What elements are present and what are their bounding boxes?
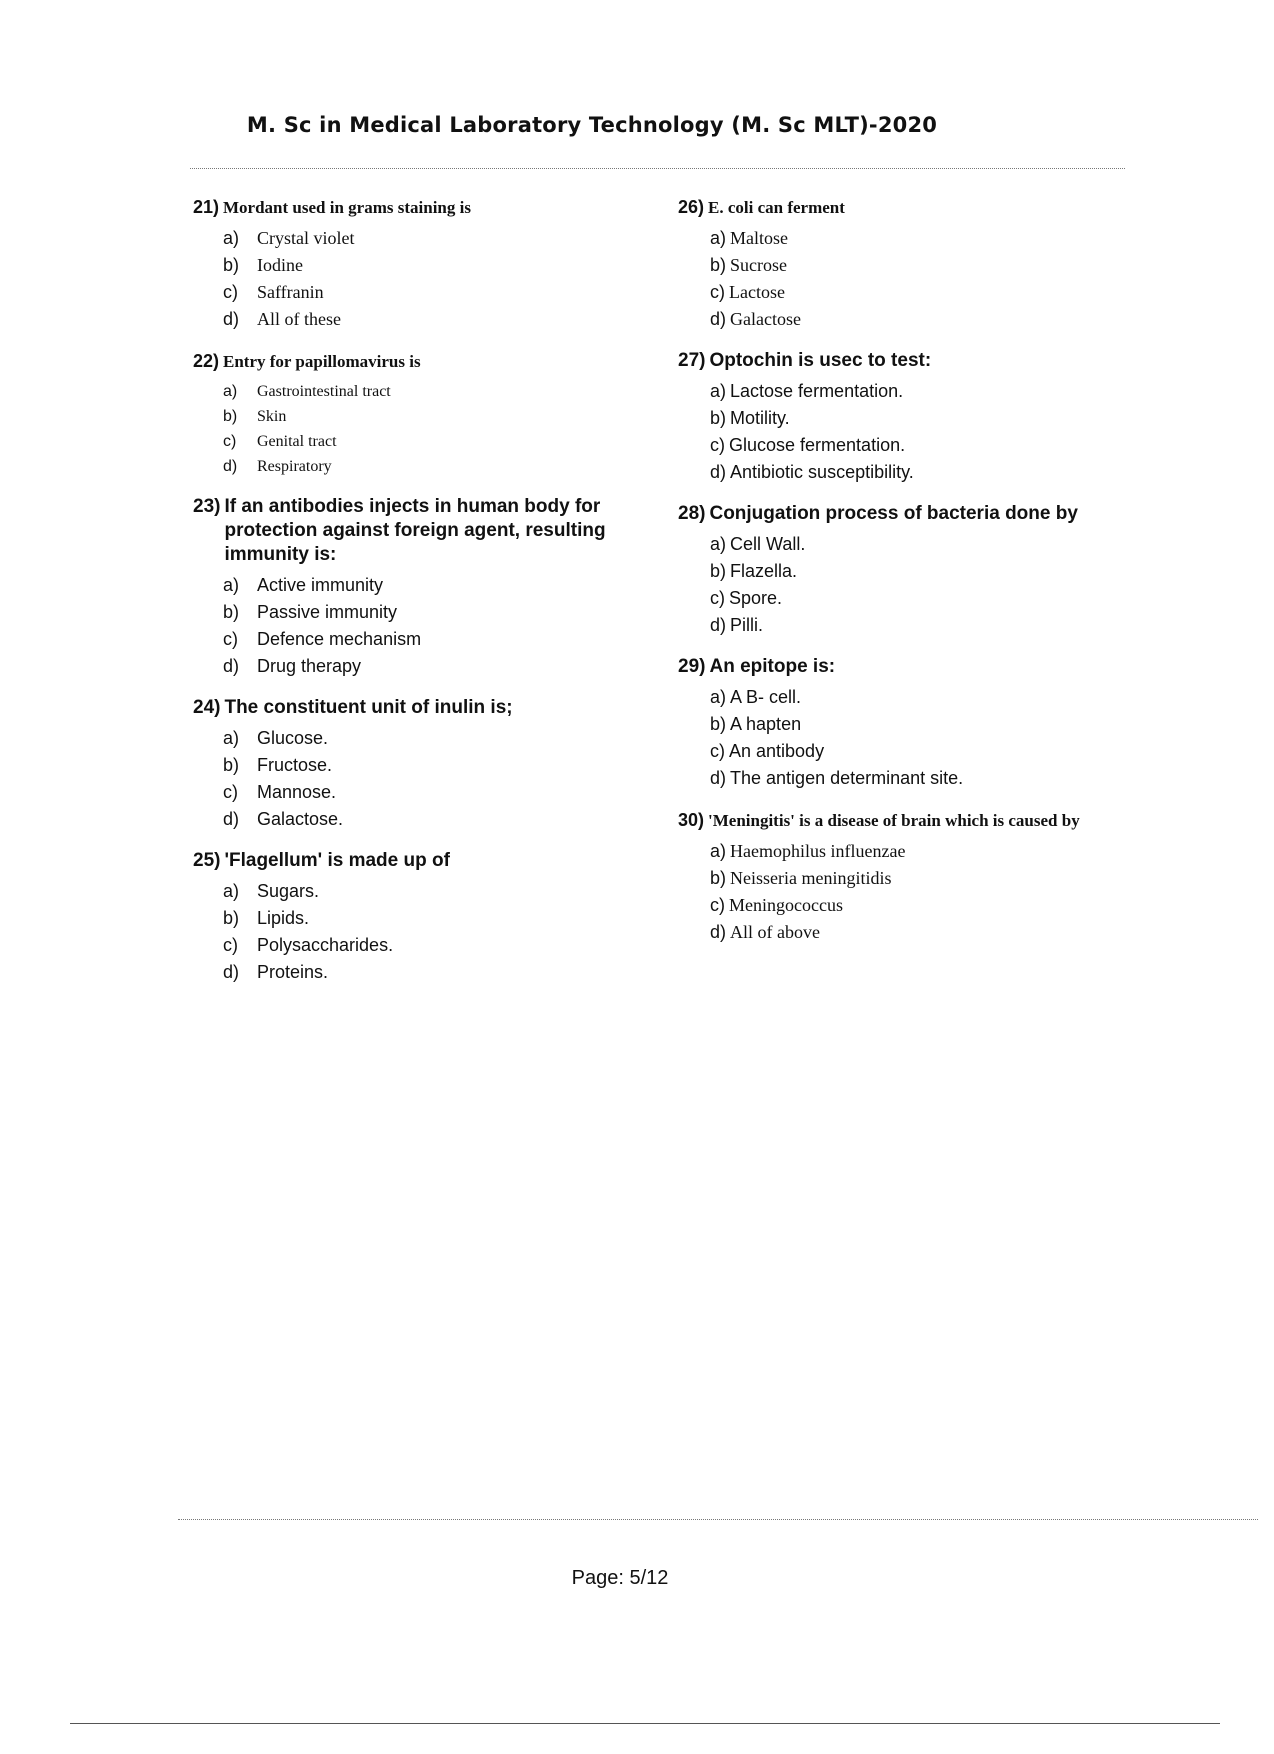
option-letter: b) [223, 908, 240, 928]
question-27 [678, 349, 1128, 486]
option-letter: c) [223, 433, 237, 450]
option-c [678, 279, 1128, 306]
option-d [193, 306, 633, 333]
option-text: Galactose [730, 309, 801, 329]
option-letter: d) [223, 309, 240, 329]
option-text: Galactose. [257, 809, 344, 829]
option-a [193, 725, 633, 752]
option-text: Glucose. [257, 728, 329, 748]
option-text: Proteins. [257, 962, 329, 982]
question-23 [193, 495, 633, 680]
option-letter: b) [223, 755, 240, 775]
option-text: An antibody [729, 741, 825, 761]
option-letter: a) [223, 383, 238, 400]
option-letter: c) [710, 588, 725, 608]
option-b [678, 558, 1128, 585]
option-list [193, 379, 633, 479]
option-list [678, 684, 1128, 792]
option-text: Maltose [730, 228, 789, 248]
option-text: Crystal violet [257, 228, 355, 248]
option-text: Passive immunity [257, 602, 398, 622]
option-text: A hapten [730, 714, 802, 734]
option-list [678, 378, 1128, 486]
option-d [678, 919, 1128, 946]
option-text: Mannose. [257, 782, 337, 802]
option-list [678, 531, 1128, 639]
option-letter: b) [223, 408, 238, 425]
option-letter: c) [710, 435, 725, 455]
option-letter: b) [710, 561, 727, 581]
page-number: Page: 5/12 [571, 1567, 669, 1589]
option-c [193, 626, 633, 653]
question-text: Mordant used in grams staining is [223, 198, 471, 217]
option-b [193, 905, 633, 932]
option-a [193, 572, 633, 599]
option-list [678, 225, 1128, 333]
option-text: Respiratory [257, 458, 332, 475]
option-text: Lactose fermentation. [730, 381, 904, 401]
option-text: The antigen determinant site. [730, 768, 964, 788]
option-a [678, 684, 1128, 711]
option-b [678, 405, 1128, 432]
option-a [678, 378, 1128, 405]
option-text: Lactose [729, 282, 785, 302]
option-b [678, 711, 1128, 738]
option-letter: d) [710, 462, 727, 482]
option-letter: d) [223, 809, 240, 829]
option-b [193, 752, 633, 779]
question-number: 27) [678, 350, 706, 371]
option-b [193, 404, 633, 429]
option-text: Cell Wall. [730, 534, 806, 554]
option-letter: d) [710, 922, 727, 942]
option-letter: a) [223, 728, 240, 748]
header-divider [190, 168, 1125, 169]
option-c [678, 432, 1128, 459]
page-bottom-line [70, 1723, 1220, 1724]
question-22 [193, 349, 633, 479]
option-c [678, 892, 1128, 919]
option-text: Neisseria meningitidis [730, 868, 892, 888]
option-letter: c) [710, 282, 725, 302]
option-text: Antibiotic susceptibility. [730, 462, 914, 482]
option-letter: b) [223, 255, 240, 275]
question-text: Optochin is usec to test: [709, 350, 932, 371]
option-letter: d) [710, 615, 727, 635]
option-d [678, 765, 1128, 792]
question-number: 22) [193, 351, 220, 371]
option-letter: d) [710, 768, 727, 788]
option-text: Meningococcus [729, 895, 843, 915]
option-c [193, 779, 633, 806]
question-26 [678, 195, 1128, 333]
option-a [193, 379, 633, 404]
question-text: The constituent unit of inulin is; [224, 697, 513, 718]
option-text: Flazella. [730, 561, 798, 581]
option-list [193, 572, 633, 680]
option-letter: c) [223, 282, 238, 302]
option-text: Motility. [730, 408, 790, 428]
option-text: Lipids. [257, 908, 310, 928]
question-text: Entry for papillomavirus is [223, 352, 421, 371]
option-letter: a) [223, 575, 240, 595]
option-c [193, 279, 633, 306]
option-letter: c) [223, 782, 238, 802]
option-text: All of these [257, 309, 341, 329]
option-letter: b) [223, 602, 240, 622]
option-letter: a) [710, 534, 727, 554]
question-number: 26) [678, 197, 705, 217]
option-text: Pilli. [730, 615, 764, 635]
question-25 [193, 849, 633, 986]
option-text: Genital tract [257, 433, 337, 450]
option-text: Haemophilus influenzae [730, 841, 906, 861]
question-text: 'Flagellum' is made up of [224, 850, 450, 871]
option-text: Skin [257, 408, 287, 425]
option-letter: a) [223, 228, 240, 248]
question-text: If an antibodies injects in human body for protection against foreign agent, resulting immunity is: [224, 496, 606, 565]
option-b [678, 865, 1128, 892]
question-number: 23) [193, 496, 221, 517]
option-b [193, 252, 633, 279]
option-c [193, 429, 633, 454]
question-column-left [193, 195, 633, 1002]
option-letter: b) [710, 868, 727, 888]
question-29 [678, 655, 1128, 792]
option-letter: b) [710, 714, 727, 734]
option-a [678, 838, 1128, 865]
page-title: M. Sc in Medical Laboratory Technology (M. Sc MLT)-2020 [246, 113, 938, 137]
option-letter: c) [223, 935, 238, 955]
option-text: Fructose. [257, 755, 333, 775]
question-28 [678, 502, 1128, 639]
footer-divider [178, 1519, 1258, 1520]
option-text: Saffranin [257, 282, 324, 302]
question-number: 30) [678, 810, 705, 830]
option-letter: d) [223, 962, 240, 982]
question-21 [193, 195, 633, 333]
question-number: 29) [678, 656, 706, 677]
question-24 [193, 696, 633, 833]
option-letter: a) [710, 381, 727, 401]
option-list [193, 225, 633, 333]
option-d [193, 653, 633, 680]
question-text: 'Meningitis' is a disease of brain which is caused by [708, 811, 1080, 830]
option-d [678, 612, 1128, 639]
question-30 [678, 808, 1128, 946]
option-letter: d) [710, 309, 727, 329]
option-a [193, 878, 633, 905]
option-letter: c) [710, 741, 725, 761]
option-a [193, 225, 633, 252]
option-text: Drug therapy [257, 656, 362, 676]
option-d [193, 454, 633, 479]
option-letter: c) [223, 629, 238, 649]
option-text: A B- cell. [730, 687, 802, 707]
option-text: Sugars. [257, 881, 320, 901]
option-text: Spore. [729, 588, 783, 608]
option-text: Sucrose [730, 255, 788, 275]
option-letter: a) [710, 841, 727, 861]
option-letter: d) [223, 656, 240, 676]
question-number: 25) [193, 850, 221, 871]
option-list [678, 838, 1128, 946]
option-letter: b) [710, 255, 727, 275]
option-text: Glucose fermentation. [729, 435, 906, 455]
option-list [193, 725, 633, 833]
option-text: Active immunity [257, 575, 384, 595]
option-letter: d) [223, 458, 238, 475]
option-letter: a) [223, 881, 240, 901]
option-letter: c) [710, 895, 725, 915]
option-text: Gastrointestinal tract [257, 383, 391, 400]
option-d [678, 459, 1128, 486]
option-text: Polysaccharides. [257, 935, 394, 955]
question-number: 24) [193, 697, 221, 718]
option-c [678, 585, 1128, 612]
option-list [193, 878, 633, 986]
option-c [193, 932, 633, 959]
option-b [193, 599, 633, 626]
option-letter: b) [710, 408, 727, 428]
option-text: Defence mechanism [257, 629, 422, 649]
option-d [193, 959, 633, 986]
option-a [678, 225, 1128, 252]
option-b [678, 252, 1128, 279]
question-text: An epitope is: [709, 656, 836, 677]
option-text: Iodine [257, 255, 303, 275]
option-letter: a) [710, 687, 727, 707]
question-text: Conjugation process of bacteria done by [709, 503, 1078, 524]
option-d [193, 806, 633, 833]
option-letter: a) [710, 228, 727, 248]
question-number: 28) [678, 503, 706, 524]
option-c [678, 738, 1128, 765]
question-text: E. coli can ferment [708, 198, 845, 217]
option-text: All of above [730, 922, 820, 942]
option-d [678, 306, 1128, 333]
question-number: 21) [193, 197, 220, 217]
option-a [678, 531, 1128, 558]
question-column-right [678, 195, 1128, 962]
